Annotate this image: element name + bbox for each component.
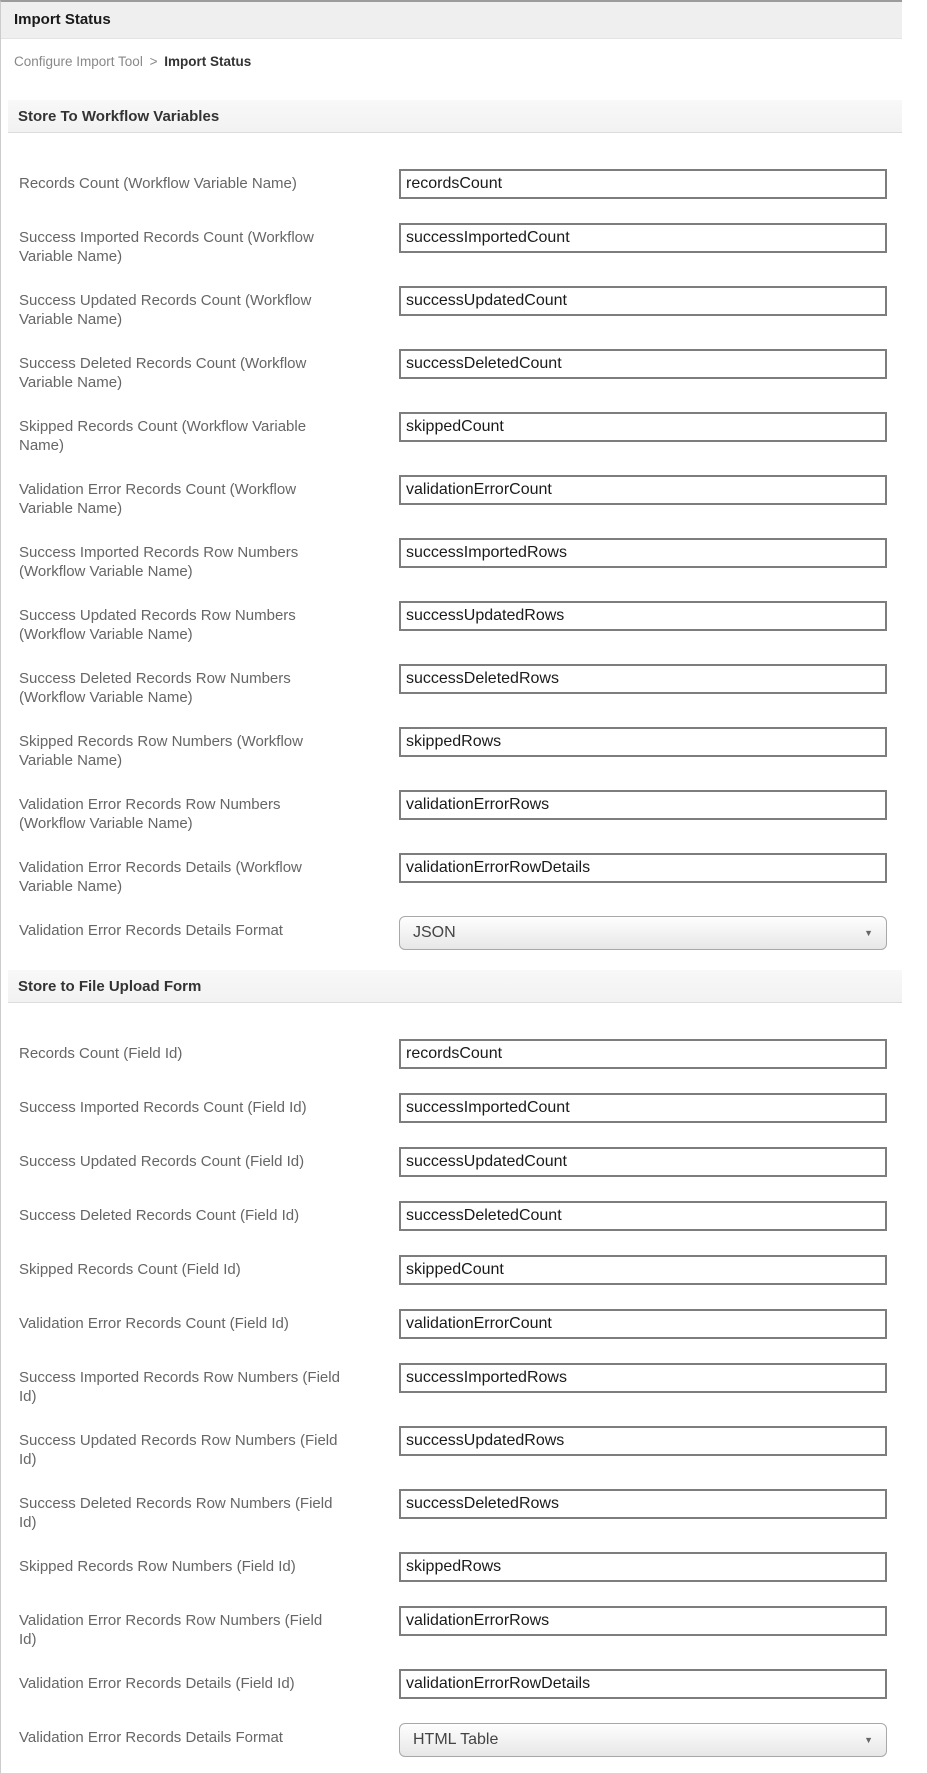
input-success-deleted-records-row-numbers-field-id[interactable] bbox=[399, 1489, 887, 1519]
form-row bbox=[19, 1093, 902, 1127]
field-label: Success Deleted Records Count (Workflow Variable Name) bbox=[19, 355, 307, 391]
form-row bbox=[19, 1552, 902, 1586]
input-validation-error-records-details-workflow-variable-name[interactable] bbox=[399, 853, 887, 883]
input-success-deleted-records-count-workflow-variable-name[interactable] bbox=[399, 349, 887, 379]
section-body bbox=[8, 133, 902, 950]
field-label: Validation Error Records Count (Field Id) bbox=[19, 1315, 289, 1332]
form-row bbox=[19, 223, 902, 266]
selected-option: JSON bbox=[413, 924, 456, 941]
field-label: Skipped Records Row Numbers (Field Id) bbox=[19, 1558, 296, 1575]
input-success-imported-records-count-field-id[interactable] bbox=[399, 1093, 887, 1123]
chevron-down-icon: ▼ bbox=[864, 1734, 873, 1745]
field-label: Success Updated Records Row Numbers (Field Id) bbox=[19, 1432, 338, 1468]
select-validation-error-records-details-format[interactable] bbox=[399, 916, 887, 950]
form-row bbox=[19, 286, 902, 329]
form-row bbox=[19, 727, 902, 770]
field-label: Success Deleted Records Count (Field Id) bbox=[19, 1207, 300, 1224]
form-row bbox=[19, 1255, 902, 1289]
field-label: Validation Error Records Details Format bbox=[19, 1729, 283, 1746]
chevron-down-icon: ▼ bbox=[864, 927, 873, 938]
form-row bbox=[19, 790, 902, 833]
breadcrumb bbox=[1, 39, 902, 69]
input-validation-error-records-count-workflow-variable-name[interactable] bbox=[399, 475, 887, 505]
form-row bbox=[19, 349, 902, 392]
form-row bbox=[19, 1669, 902, 1703]
breadcrumb-current: Import Status bbox=[164, 54, 252, 69]
field-label: Skipped Records Count (Field Id) bbox=[19, 1261, 241, 1278]
field-label: Success Imported Records Count (Workflow Variable Name) bbox=[19, 229, 314, 265]
form-row bbox=[19, 1426, 902, 1469]
page-title: Import Status bbox=[1, 2, 902, 39]
breadcrumb-separator: > bbox=[149, 54, 158, 69]
form-row bbox=[19, 916, 902, 950]
select-validation-error-records-details-format[interactable] bbox=[399, 1723, 887, 1757]
field-label: Success Deleted Records Row Numbers (Workflow Variable Name) bbox=[19, 670, 291, 706]
form-row bbox=[19, 1309, 902, 1343]
input-success-deleted-records-row-numbers-workflow-variable-name[interactable] bbox=[399, 664, 887, 694]
input-success-updated-records-count-field-id[interactable] bbox=[399, 1147, 887, 1177]
form-row bbox=[19, 538, 902, 581]
field-label: Success Imported Records Row Numbers (Field Id) bbox=[19, 1369, 340, 1405]
field-label: Validation Error Records Row Numbers (Workflow Variable Name) bbox=[19, 796, 281, 832]
input-success-updated-records-row-numbers-workflow-variable-name[interactable] bbox=[399, 601, 887, 631]
input-skipped-records-count-workflow-variable-name[interactable] bbox=[399, 412, 887, 442]
field-label: Validation Error Records Details (Field Id) bbox=[19, 1675, 295, 1692]
form-row bbox=[19, 1201, 902, 1235]
form-row bbox=[19, 1606, 902, 1649]
input-success-imported-records-row-numbers-field-id[interactable] bbox=[399, 1363, 887, 1393]
field-label: Success Imported Records Row Numbers (Workflow Variable Name) bbox=[19, 544, 299, 580]
field-label: Validation Error Records Details Format bbox=[19, 922, 283, 939]
input-records-count-field-id[interactable] bbox=[399, 1039, 887, 1069]
input-success-updated-records-count-workflow-variable-name[interactable] bbox=[399, 286, 887, 316]
input-validation-error-records-row-numbers-workflow-variable-name[interactable] bbox=[399, 790, 887, 820]
input-skipped-records-count-field-id[interactable] bbox=[399, 1255, 887, 1285]
form-row bbox=[19, 1363, 902, 1406]
form-row bbox=[19, 412, 902, 455]
section-body bbox=[8, 1003, 902, 1757]
field-label: Success Imported Records Count (Field Id) bbox=[19, 1099, 307, 1116]
field-label: Success Updated Records Count (Workflow Variable Name) bbox=[19, 292, 312, 328]
form-row bbox=[19, 169, 902, 203]
input-success-imported-records-count-workflow-variable-name[interactable] bbox=[399, 223, 887, 253]
section-title: Store to File Upload Form bbox=[8, 970, 902, 1003]
form-row bbox=[19, 1039, 902, 1073]
form-row bbox=[19, 1147, 902, 1181]
section-store-to-file-upload-form bbox=[8, 970, 902, 1757]
section-store-to-workflow-variables bbox=[8, 100, 902, 950]
input-skipped-records-row-numbers-workflow-variable-name[interactable] bbox=[399, 727, 887, 757]
field-label: Records Count (Workflow Variable Name) bbox=[19, 175, 297, 192]
field-label: Success Deleted Records Row Numbers (Field Id) bbox=[19, 1495, 333, 1531]
form-row bbox=[19, 664, 902, 707]
form-row bbox=[19, 1489, 902, 1532]
field-label: Skipped Records Row Numbers (Workflow Variable Name) bbox=[19, 733, 303, 769]
field-label: Success Updated Records Count (Field Id) bbox=[19, 1153, 305, 1170]
input-success-imported-records-row-numbers-workflow-variable-name[interactable] bbox=[399, 538, 887, 568]
section-title: Store To Workflow Variables bbox=[8, 100, 902, 133]
form-row bbox=[19, 475, 902, 518]
input-validation-error-records-row-numbers-field-id[interactable] bbox=[399, 1606, 887, 1636]
breadcrumb-parent-link[interactable]: Configure Import Tool bbox=[14, 54, 143, 69]
input-records-count-workflow-variable-name[interactable] bbox=[399, 169, 887, 199]
form-row bbox=[19, 1723, 902, 1757]
input-skipped-records-row-numbers-field-id[interactable] bbox=[399, 1552, 887, 1582]
input-success-deleted-records-count-field-id[interactable] bbox=[399, 1201, 887, 1231]
input-validation-error-records-details-field-id[interactable] bbox=[399, 1669, 887, 1699]
input-validation-error-records-count-field-id[interactable] bbox=[399, 1309, 887, 1339]
selected-option: HTML Table bbox=[413, 1731, 499, 1748]
form-row bbox=[19, 601, 902, 644]
form-row bbox=[19, 853, 902, 896]
field-label: Skipped Records Count (Workflow Variable Name) bbox=[19, 418, 307, 454]
input-success-updated-records-row-numbers-field-id[interactable] bbox=[399, 1426, 887, 1456]
form-sections bbox=[1, 69, 902, 1757]
field-label: Validation Error Records Details (Workflow Variable Name) bbox=[19, 859, 302, 895]
field-label: Validation Error Records Count (Workflow Variable Name) bbox=[19, 481, 297, 517]
field-label: Validation Error Records Row Numbers (Field Id) bbox=[19, 1612, 323, 1648]
field-label: Records Count (Field Id) bbox=[19, 1045, 183, 1062]
field-label: Success Updated Records Row Numbers (Workflow Variable Name) bbox=[19, 607, 296, 643]
